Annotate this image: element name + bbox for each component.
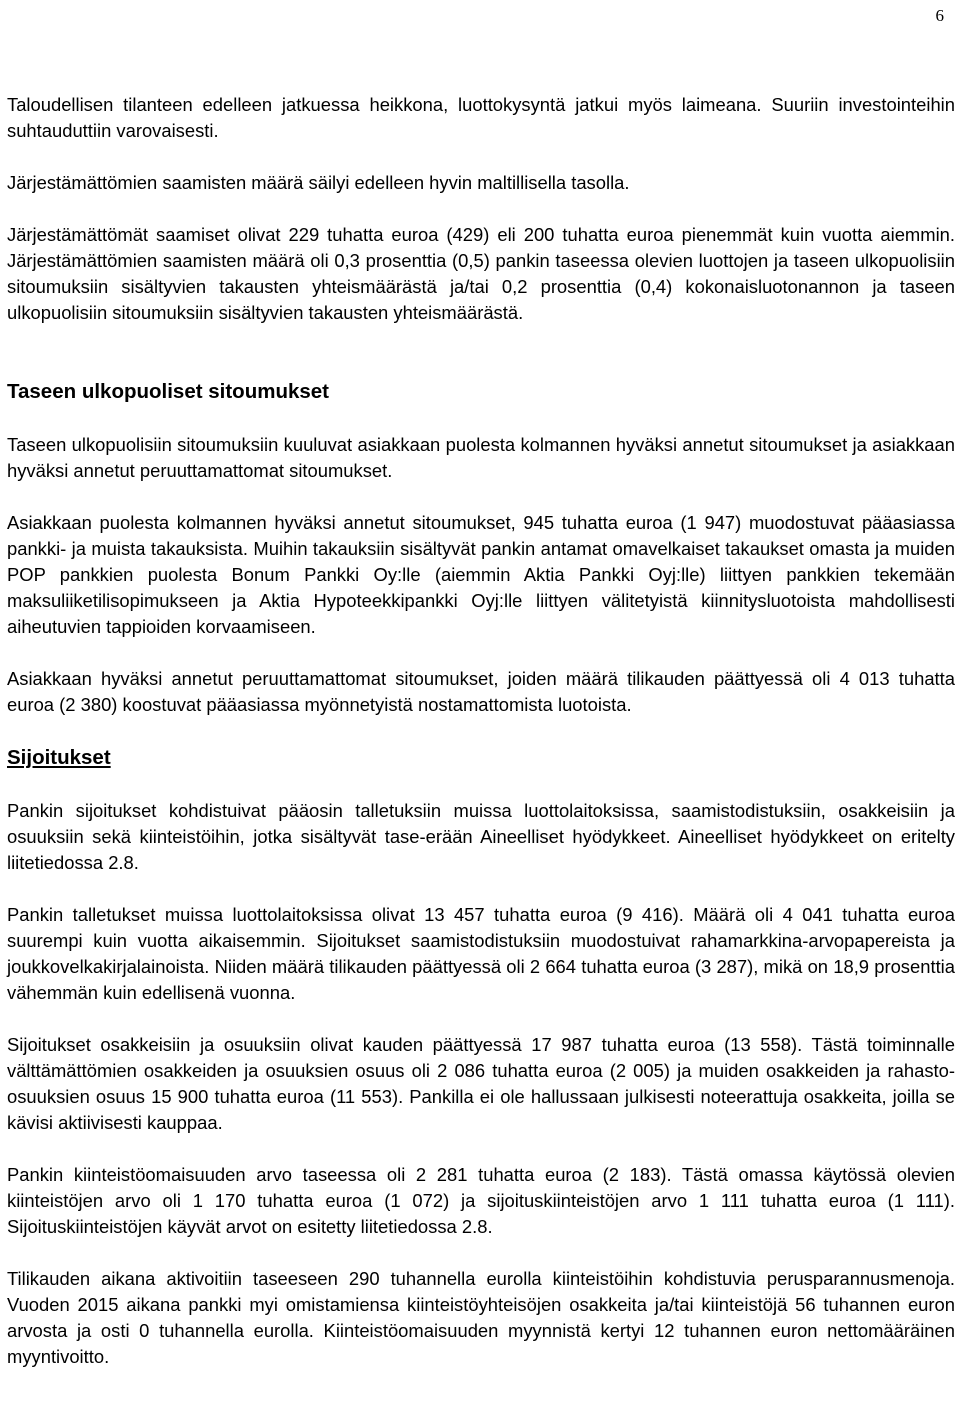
- paragraph: Taloudellisen tilanteen edelleen jatkuessa heikkona, luottokysyntä jatkui myös laimeana. Suuriin investointeihin suhtauduttiin varovaisesti.: [7, 94, 955, 141]
- paragraph: Tilikauden aikana aktivoitiin taseeseen 290 tuhannella eurolla kiinteistöihin kohdistuvia perusparannusmenoja. Vuoden 2015 aikana pankki myi omistamiensa kiinteistöyhteisöjen osakkeita ja/tai kiinteistöjä 56 tuhannen euron arvosta ja osti 0 tuhannella eurolla. Kiinteistöomaisuuden myynnistä kertyi 12 tuhannen euron nettomääräinen myyntivoitto.: [7, 1268, 955, 1367]
- paragraph: Järjestämättömien saamisten määrä säilyi edelleen hyvin maltillisella tasolla.: [7, 172, 630, 193]
- paragraph: Pankin kiinteistöomaisuuden arvo taseessa oli 2 281 tuhatta euroa (2 183). Tästä omassa käytössä olevien kiinteistöjen arvo oli 1 170 tuhatta euroa (1 072) ja sijoituskiinteistöjen arvo 1 111 tuhatta euroa (1 111). Sijoituskiinteistöjen käyvät arvot on esitetty liitetiedossa 2.8.: [7, 1164, 955, 1237]
- section-heading-investments: Sijoitukset: [7, 746, 111, 769]
- paragraph: Pankin sijoitukset kohdistuivat pääosin talletuksiin muissa luottolaitoksissa, saamistodistuksiin, osakkeisiin ja osuuksiin sekä kiinteistöihin, jotka sisältyvät tase-erään Aineelliset hyödykkeet. Aineelliset hyödykkeet on eritelty liitetiedossa 2.8.: [7, 800, 955, 873]
- paragraph: Järjestämättömät saamiset olivat 229 tuhatta euroa (429) eli 200 tuhatta euroa pienemmät kuin vuotta aiemmin. Järjestämättömien saamisten määrä oli 0,3 prosenttia (0,5) pankin taseessa olevien luottojen ja taseen ulkopuolisiin sitoumuksiin sisältyvien takausten yhteismäärästä ja/tai 0,2 prosenttia (0,4) kokonaisluotonannon ja taseen ulkopuolisiin sitoumuksiin sisältyvien takausten yhteismäärästä.: [7, 224, 955, 323]
- page-number: 6: [935, 6, 944, 25]
- paragraph: Asiakkaan hyväksi annetut peruuttamattomat sitoumukset, joiden määrä tilikauden päättyessä oli 4 013 tuhatta euroa (2 380) koostuvat pääasiassa myönnetyistä nostamattomista luotoista.: [7, 668, 955, 715]
- section-heading-off-balance: Taseen ulkopuoliset sitoumukset: [7, 380, 329, 403]
- paragraph: Pankin talletukset muissa luottolaitoksissa olivat 13 457 tuhatta euroa (9 416). Määrä oli 4 041 tuhatta euroa suurempi kuin vuotta aikaisemmin. Sijoitukset saamistodistuksiin muodostuivat rahamarkkina-arvopapereista ja joukkovelkakirjalainoista. Niiden määrä tilikauden päättyessä oli 2 664 tuhatta euroa (3 287), mikä on 18,9 prosenttia vähemmän kuin edellisenä vuonna.: [7, 904, 955, 1003]
- paragraph: Sijoitukset osakkeisiin ja osuuksiin olivat kauden päättyessä 17 987 tuhatta euroa (13 558). Tästä toiminnalle välttämättömien osakkeiden ja osuuksien osuus oli 2 086 tuhatta euroa (2 005) ja muiden osakkeiden ja rahasto-osuuksien osuus 15 900 tuhatta euroa (11 553). Pankilla ei ole hallussaan julkisesti noteerattuja osakkeita, joilla se kävisi aktiivisesti kauppaa.: [7, 1034, 955, 1133]
- paragraph: Taseen ulkopuolisiin sitoumuksiin kuuluvat asiakkaan puolesta kolmannen hyväksi annetut sitoumukset ja asiakkaan hyväksi annetut peruuttamattomat sitoumukset.: [7, 434, 955, 481]
- document-body: [7, 92, 955, 1370]
- paragraph: Asiakkaan puolesta kolmannen hyväksi annetut sitoumukset, 945 tuhatta euroa (1 947) muodostuvat pääasiassa pankki- ja muista takauksista. Muihin takauksiin sisältyvät pankin antamat omavelkaiset takaukset omasta ja muiden POP pankkien puolesta Bonum Pankki Oy:lle (aiemmin Aktia Pankki Oyj:lle) liittyen pankkien tekemään maksuliiketilisopimukseen ja Aktia Hypoteekkipankki Oyj:lle liittyen välitetyistä kiinnitysluotoista mahdollisesti aiheutuvien tappioiden korvaamiseen.: [7, 512, 955, 637]
